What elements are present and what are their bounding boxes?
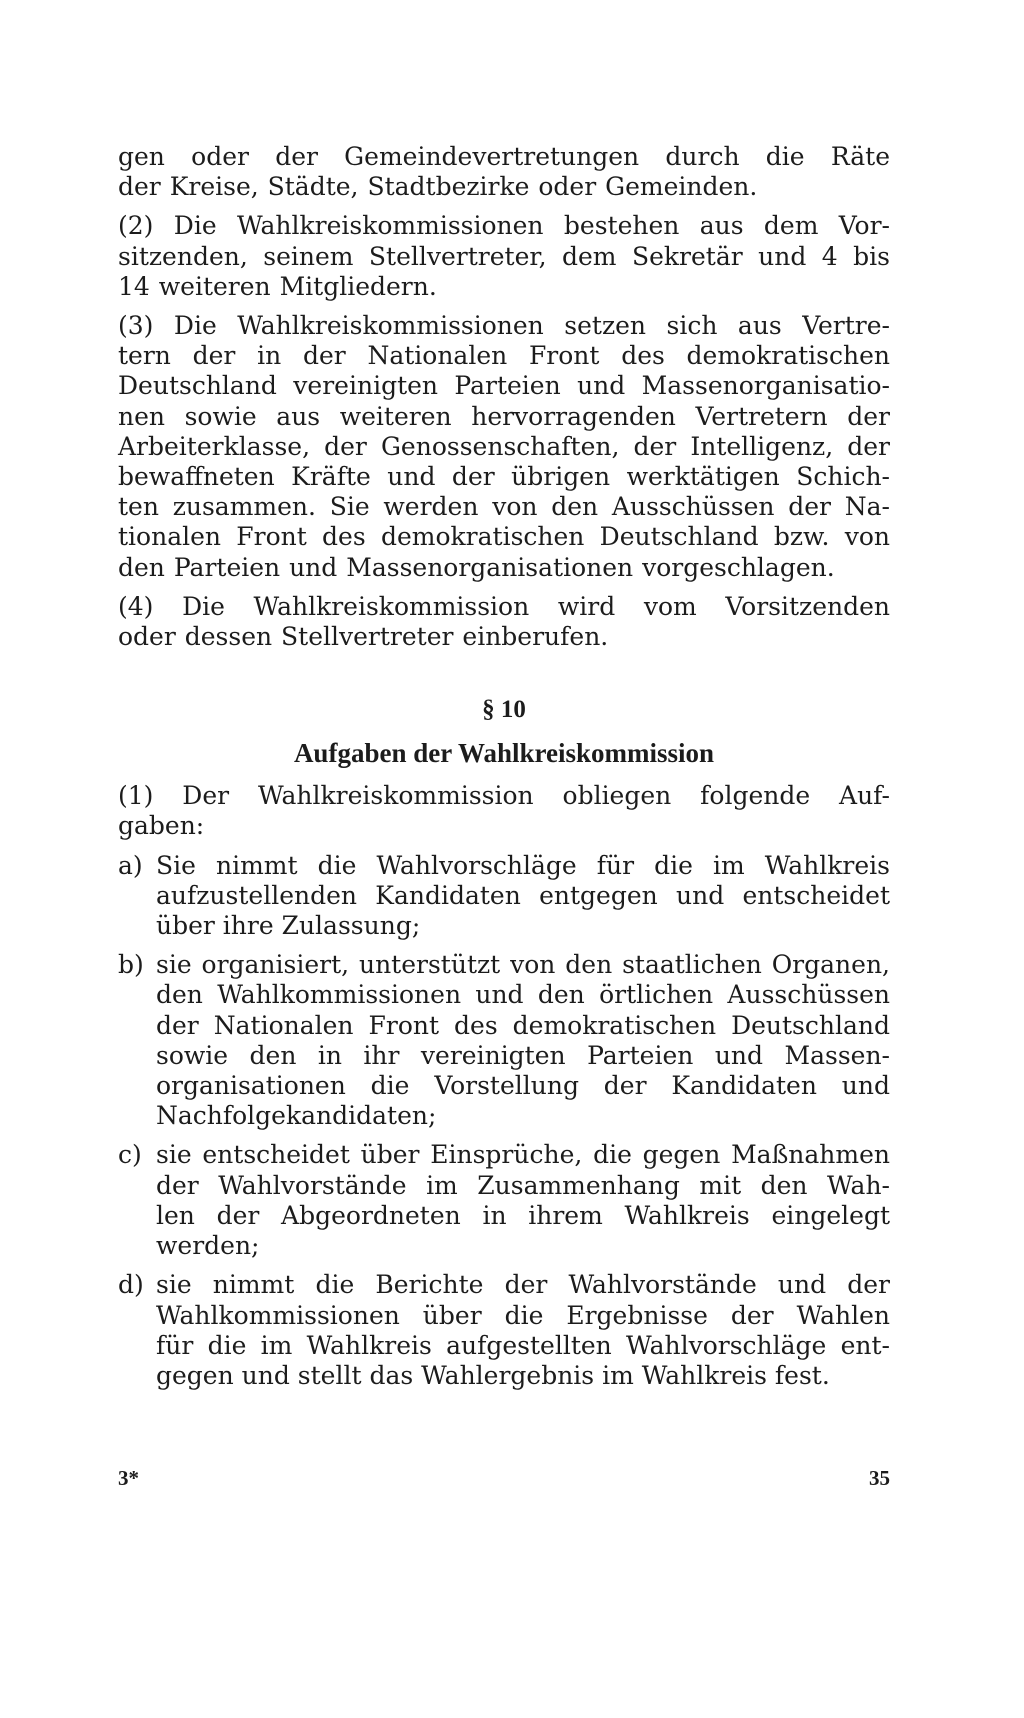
text-line: aufzustellenden Kandidaten entgegen und entscheidet — [156, 880, 890, 910]
list-item-text — [156, 851, 890, 942]
text-line: sie nimmt die Berichte der Wahlvorstände und der — [156, 1270, 890, 1300]
text-line: bewaffneten Kräfte und der übrigen werktätigen Schich- — [118, 462, 890, 492]
list-item-text — [156, 950, 890, 1131]
list-marker: c) — [118, 1140, 142, 1170]
list-item-text — [156, 1140, 890, 1261]
paragraph-4 — [118, 592, 890, 652]
text-line: für die im Wahlkreis aufgestellten Wahlvorschläge ent- — [156, 1330, 890, 1360]
text-line: sitzenden, seinem Stellvertreter, dem Sekretär und 4 bis — [118, 241, 890, 271]
intro-paragraph — [118, 142, 890, 202]
list-item-d — [118, 1270, 890, 1391]
text-line: nen sowie aus weiteren hervorragenden Vertretern der — [118, 401, 890, 431]
list-item-b — [118, 950, 890, 1131]
text-line: (1) Der Wahlkreiskommission obliegen folgende Auf- — [118, 781, 890, 811]
paragraph-3 — [118, 311, 890, 583]
page-content — [118, 142, 890, 1400]
list-item-a — [118, 851, 890, 942]
text-line: len der Abgeordneten in ihrem Wahlkreis eingelegt — [156, 1200, 890, 1230]
text-line: (3) Die Wahlkreiskommissionen setzen sich aus Vertre- — [118, 311, 890, 341]
text-line: (2) Die Wahlkreiskommissionen bestehen aus dem Vor- — [118, 211, 890, 241]
section-title: Aufgaben der Wahlkreiskommission — [293, 738, 715, 769]
text-line: sie organisiert, unterstützt von den staatlichen Organen, — [156, 950, 890, 980]
text-line: (4) Die Wahlkreiskommission wird vom Vorsitzenden — [118, 591, 890, 621]
text-line: Deutschland vereinigten Parteien und Massenorganisatio- — [118, 371, 890, 401]
list-item-c — [118, 1140, 890, 1261]
text-line: Nachfolgekandidaten; — [156, 1101, 437, 1131]
text-line: Wahlkommissionen über die Ergebnisse der Wahlen — [156, 1300, 890, 1330]
text-line: organisationen die Vorstellung der Kandidaten und — [156, 1071, 890, 1101]
text-line: werden; — [156, 1231, 260, 1261]
text-line: der Nationalen Front des demokratischen Deutschland — [156, 1010, 890, 1040]
text-line: den Wahlkommissionen und den örtlichen Ausschüssen — [156, 980, 890, 1010]
text-line: sowie den in ihr vereinigten Parteien und Massen- — [156, 1040, 890, 1070]
text-line: Sie nimmt die Wahlvorschläge für die im Wahlkreis — [156, 850, 890, 880]
text-line: oder dessen Stellvertreter einberufen. — [118, 622, 609, 652]
text-line: sie entscheidet über Einsprüche, die gegen Maßnahmen — [156, 1140, 890, 1170]
text-line: über ihre Zulassung; — [156, 911, 421, 941]
section-paragraph-1 — [118, 781, 890, 841]
list-marker: a) — [118, 850, 143, 880]
text-line: gegen und stellt das Wahlergebnis im Wahlkreis fest. — [156, 1360, 830, 1390]
list-marker: d) — [118, 1270, 144, 1300]
section-number: § 10 — [482, 696, 526, 724]
text-line: ten zusammen. Sie werden von den Ausschüssen der Na- — [118, 492, 890, 522]
text-line: den Parteien und Massenorganisationen vorgeschlagen. — [118, 552, 835, 582]
page-number: 35 — [869, 1466, 890, 1490]
signature-mark: 3* — [118, 1466, 139, 1490]
list-item-text — [156, 1270, 890, 1391]
text-line: tionalen Front des demokratischen Deutschland bzw. von — [118, 522, 890, 552]
text-line: gaben: — [118, 811, 205, 841]
paragraph-2 — [118, 211, 890, 302]
list-marker: b) — [118, 950, 144, 980]
text-line: Arbeiterklasse, der Genossenschaften, der Intelligenz, der — [118, 431, 890, 461]
text-line: der Wahlvorstände im Zusammenhang mit den Wah- — [156, 1170, 890, 1200]
text-line: der Kreise, Städte, Stadtbezirke oder Gemeinden. — [118, 172, 758, 202]
text-line: 14 weiteren Mitgliedern. — [118, 271, 437, 301]
text-line: tern der in der Nationalen Front des demokratischen — [118, 341, 890, 371]
text-line: gen oder der Gemeindevertretungen durch die Räte — [118, 142, 890, 171]
